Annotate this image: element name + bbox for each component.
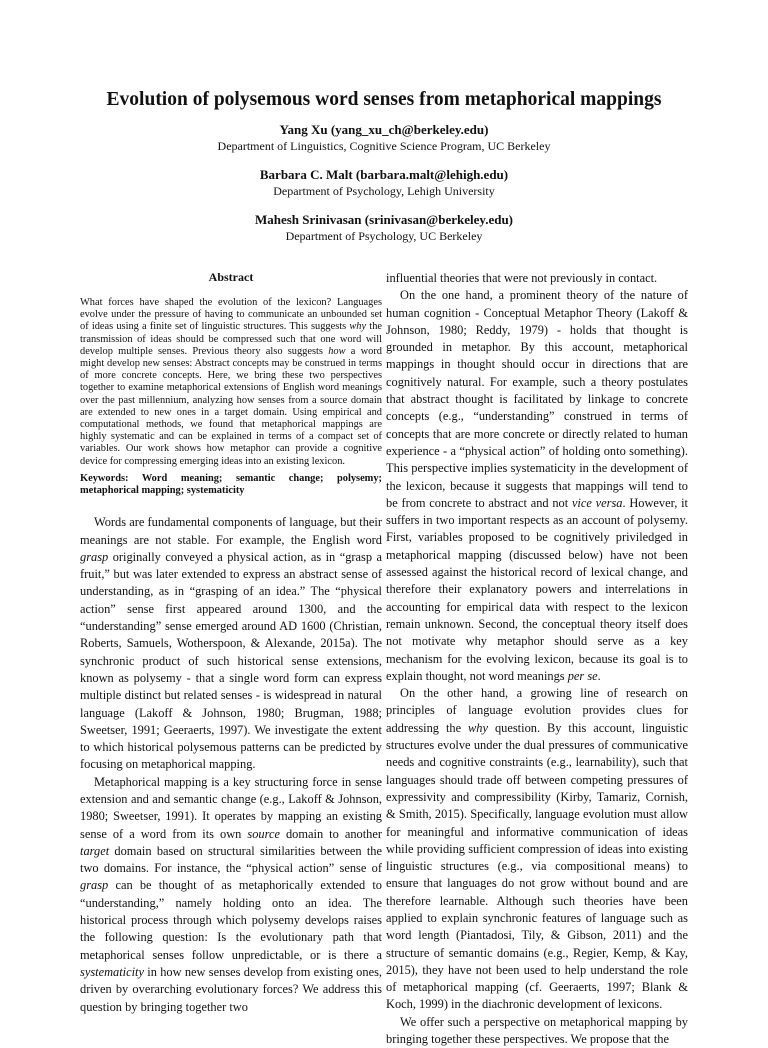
paper-title: Evolution of polysemous word senses from metaphorical mappings — [106, 89, 662, 110]
body-paragraph: We offer such a perspective on metaphorical mapping by bringing together these perspectives. We propose that the — [386, 1014, 688, 1047]
body-paragraph — [80, 774, 382, 1016]
author-name: Barbara C. Malt (barbara.malt@lehigh.edu) — [259, 167, 509, 182]
author-name: Yang Xu (yang_xu_ch@berkeley.edu) — [279, 122, 489, 137]
author-affiliation: Department of Psychology, Lehigh University — [273, 184, 495, 198]
emphasis: target — [80, 843, 110, 858]
author-block-3 — [0, 211, 768, 244]
abstract-emphasis: how — [328, 345, 346, 357]
emphasis: per se — [567, 668, 598, 683]
author-name: Mahesh Srinivasan (srinivasan@berkeley.edu) — [254, 212, 514, 227]
text-segment: Words are fundamental components of language, but their meanings are not stable. For example, the English word — [80, 515, 382, 547]
body-paragraph — [386, 287, 688, 685]
abstract-emphasis: why — [349, 321, 367, 333]
abstract-text — [80, 297, 382, 468]
body-paragraph — [386, 685, 688, 1014]
text-segment: Metaphorical mapping is a key structuring force in sense extension and and semantic change (e.g., Lakoff & Johnson, 1980; Sweetser, 1991). It operates by mapping an existing sense of a word from its own — [80, 774, 382, 841]
body-paragraph-continued: influential theories that were not previously in contact. — [386, 271, 658, 285]
abstract-text-segment: a word might develop new senses: Abstract concepts may be construed in terms of more concrete concepts. Here, we bring these two perspectives together to examine metaphorical extensions of English word meanings over the past millennium, analyzing how senses from a source domain are extended to new ones in a target domain. Using empirical and computational methods, we found that metaphorical mappings are highly systematic and can be explained in terms of a compact set of variables. Our work shows how metaphor can provide a cognitive device for compressing emerging ideas into an existing lexicon. — [80, 345, 382, 467]
left-column — [80, 270, 382, 1016]
abstract-text-segment: What forces have shaped the evolution of the lexicon? Languages evolve under the pressure of having to communicate an unbounded set of ideas using a finite set of linguistic structures. This suggests — [80, 297, 382, 333]
body-paragraph — [80, 514, 382, 773]
text-segment: On the one hand, a prominent theory of the nature of human cognition - Conceptual Metaphor Theory (Lakoff & Johnson, 1980; Reddy, 1979) - holds that thought is grounded in metaphor. By this account, metaphorical mappings in thought should occur in directions that are cognitively natural. For example, such a theory postulates that abstract thought is facilitated by linkage to concrete concepts (e.g., “understanding” construed in terms of concepts that are more concrete or directly related to human experience - a “physical action” of holding onto something). This perspective implies systematicity in the development of the lexicon, because it suggests that mappings will tend to be from concrete to abstract and not — [386, 288, 688, 510]
author-affiliation: Department of Psychology, UC Berkeley — [285, 229, 483, 243]
emphasis: why — [468, 720, 489, 735]
emphasis: vice versa — [571, 495, 623, 510]
text-segment: . — [597, 668, 601, 683]
text-segment: question. By this account, linguistic structures evolve under the dual pressures of communicative needs and cognitive constraints (e.g., learnability), such that languages should trade off between competing pressures of expressivity and compressibility (Kirby, Tamariz, Cornish, & Smith, 2015). Specifically, language evolution must allow for meaningful and informative communication of ideas while providing sufficient compression of ideas into existing linguistic structures (e.g., via compositional means) to ensure that languages do not grow without bound and are therefore learnable. Although such theories have been applied to explain synchronic features of language such as word length (Piantadosi, Tily, & Gibson, 2011) and the structure of semantic domains (e.g., Regier, Kemp, & Kay, 2015), they have not been used to help understand the role of metaphorical mapping (cf. Geeraerts, 1997; Blank & Koch, 1999) in the diachronic development of lexicons. — [386, 720, 688, 1012]
emphasis: grasp — [80, 549, 109, 564]
text-segment: domain to another — [279, 826, 382, 841]
text-segment: originally conveyed a physical action, as in “grasp a fruit,” but was later extended to express an abstract sense of understanding, as in “grasping of an idea.” The “physical action” sense first appeared around 1300, and the “understanding” sense emerged around AD 1600 (Christian, Roberts, Samuels, Wotherspoon, & Alexande, 2015a). The synchronic product of such historical sense extensions, known as polysemy - that a single word form can express multiple distinct but related senses - is widespread in natural language (Lakoff & Johnson, 1980; Brugman, 1988; Sweetser, 1991; Geeraerts, 1997). We investigate the extent to which historical polysemous patterns can be predicted by focusing on metaphorical mapping. — [80, 549, 382, 772]
text-segment: in how new senses develop from existing ones, driven by overarching evolutionary forces? We address this question by bringing together two — [80, 964, 382, 1014]
text-segment: can be thought of as metaphorically extended to “understanding,” namely holding onto an idea. The historical process through which polysemy develops raises the following question: Is the evolutionary path that metaphorical senses follow unpredictable, or is there a — [80, 878, 382, 962]
abstract-text-segment: the transmission of ideas should be compressed such that one word will develop multiple senses. Previous theory also suggests — [80, 321, 382, 357]
text-segment: domain based on structural similarities between the two domains. For instance, the “physical action” sense of — [80, 843, 382, 876]
emphasis: systematicity — [80, 964, 144, 979]
author-block-2 — [0, 166, 768, 199]
keywords: Keywords: Word meaning; semantic change; polysemy; metaphorical mapping; systematicity — [80, 472, 382, 497]
emphasis: grasp — [80, 878, 109, 893]
text-segment: . However, it suffers in two important respects as an account of polysemy. First, variables proposed to be cognitively priviledged in metaphorical mapping (discussed below) have not been assessed against the historical record of lexical change, and therefore their explanatory powers and interrelations in accounting for empirical data with respect to the lexicon remain unknown. Second, the conceptual theory itself does not motivate why metaphor should serve as a key mechanism for the evolving lexicon, because its goal is to explain thought, not word meanings — [386, 495, 688, 683]
author-affiliation: Department of Linguistics, Cognitive Science Program, UC Berkeley — [217, 139, 551, 153]
abstract-heading: Abstract — [208, 270, 254, 284]
author-block-1 — [0, 121, 768, 154]
text-segment: On the other hand, a growing line of research on principles of language evolution provides clues for addressing the — [386, 686, 688, 735]
right-column — [386, 270, 688, 1048]
emphasis: source — [247, 826, 280, 841]
